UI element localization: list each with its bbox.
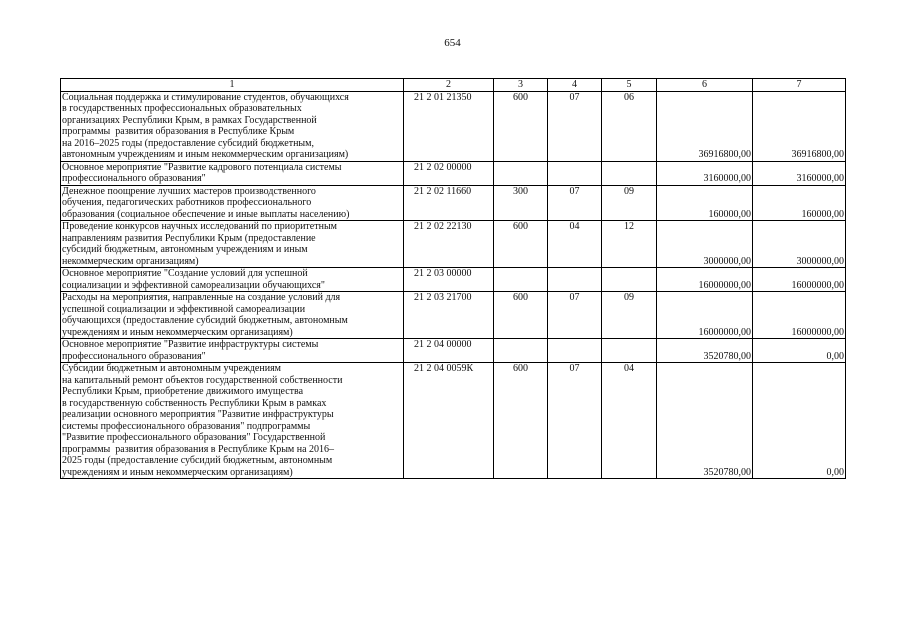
- row-name-text: Социальная поддержка и стимулирование студентов, обучающихся в государственных профессиональных образовательных организациях Республики Крым, в рамках Государственной программы развития образования в Республике Крым на 2016–2025 годы (предоставление субсидий бюджетным, автономным учреждениям и иным некоммерческим организациям): [62, 91, 349, 160]
- table-row: [61, 185, 846, 221]
- header-cell-1: 1: [61, 79, 404, 92]
- row-name: [61, 221, 404, 268]
- row-code: 21 2 02 00000: [404, 161, 494, 185]
- row-name-text: Проведение конкурсов научных исследований по приоритетным направлениям развития Республики Крым (предоставление субсидий бюджетным, автономным учреждениям и иным некоммерческим организациям): [62, 221, 337, 267]
- table-header-row: [61, 79, 846, 92]
- row-col5: 09: [602, 185, 657, 221]
- row-col6: 3520780,00: [657, 363, 753, 479]
- row-col4: [548, 339, 602, 363]
- row-name: [61, 339, 404, 363]
- row-name-text: Основное мероприятие "Развитие кадрового потенциала системы профессионального образования": [62, 161, 342, 184]
- row-col3: [494, 268, 548, 292]
- row-name-text: Расходы на мероприятия, направленные на создание условий для успешной социализации и эффективной самореализации обучающихся (предоставление субсидий бюджетным, автономным учреждениям и иным некоммерческим организациям): [62, 292, 348, 338]
- row-col7: 160000,00: [753, 185, 846, 221]
- row-code: 21 2 01 21350: [404, 91, 494, 161]
- row-name-text: Субсидии бюджетным и автономным учреждениям на капитальный ремонт объектов государственной собственности Республики Крым, приобретение движимого имущества в государственную собственность Республики Крым в рамках реализации основного мероприятия "Развитие инфраструктуры системы профессионального образования" подпрограммы "Развитие профессионального образования" Государственной программы развития образования в Республике Крым на 2016– 2025 годы (предоставление субсидий бюджетным, автономным учреждениям и иным некоммерческим организациям): [62, 363, 343, 478]
- row-code: 21 2 04 0059К: [404, 363, 494, 479]
- table-row: [61, 91, 846, 161]
- row-name: [61, 363, 404, 479]
- row-col3: 600: [494, 91, 548, 161]
- row-col4: 04: [548, 221, 602, 268]
- row-col7: 16000000,00: [753, 292, 846, 339]
- row-name-text: Основное мероприятие "Создание условий для успешной социализации и эффективной самореализации обучающихся": [62, 268, 325, 291]
- table-row: [61, 161, 846, 185]
- row-col3: [494, 339, 548, 363]
- row-name: [61, 292, 404, 339]
- row-name-text: Денежное поощрение лучших мастеров производственного обучения, педагогических работников профессионального образования (социальное обеспечение и иные выплаты населению): [62, 185, 350, 220]
- row-col5: [602, 339, 657, 363]
- budget-table: [60, 78, 846, 479]
- row-name: [61, 185, 404, 221]
- table-row: [61, 268, 846, 292]
- row-code: 21 2 03 00000: [404, 268, 494, 292]
- row-col3: 600: [494, 221, 548, 268]
- row-col5: 06: [602, 91, 657, 161]
- header-cell-3: 3: [494, 79, 548, 92]
- row-col5: 12: [602, 221, 657, 268]
- row-name: [61, 268, 404, 292]
- header-cell-5: 5: [602, 79, 657, 92]
- header-cell-2: 2: [404, 79, 494, 92]
- table-row: [61, 339, 846, 363]
- row-col7: 36916800,00: [753, 91, 846, 161]
- row-col7: 0,00: [753, 339, 846, 363]
- row-col6: 3520780,00: [657, 339, 753, 363]
- row-col3: 600: [494, 292, 548, 339]
- row-col5: [602, 268, 657, 292]
- row-col6: 36916800,00: [657, 91, 753, 161]
- row-code: 21 2 02 11660: [404, 185, 494, 221]
- row-code: 21 2 02 22130: [404, 221, 494, 268]
- row-col3: 600: [494, 363, 548, 479]
- row-code: 21 2 04 00000: [404, 339, 494, 363]
- row-col5: 09: [602, 292, 657, 339]
- table-row: [61, 363, 846, 479]
- row-code: 21 2 03 21700: [404, 292, 494, 339]
- row-col6: 3000000,00: [657, 221, 753, 268]
- row-col3: [494, 161, 548, 185]
- row-col4: [548, 268, 602, 292]
- row-col7: 0,00: [753, 363, 846, 479]
- row-col6: 16000000,00: [657, 292, 753, 339]
- row-col6: 3160000,00: [657, 161, 753, 185]
- row-col3: 300: [494, 185, 548, 221]
- header-cell-4: 4: [548, 79, 602, 92]
- table-row: [61, 221, 846, 268]
- row-name-text: Основное мероприятие "Развитие инфраструктуры системы профессионального образования": [62, 339, 319, 362]
- row-col4: 07: [548, 363, 602, 479]
- row-col4: 07: [548, 292, 602, 339]
- row-name: [61, 161, 404, 185]
- row-col7: 3160000,00: [753, 161, 846, 185]
- row-name: [61, 91, 404, 161]
- table-row: [61, 292, 846, 339]
- row-col6: 16000000,00: [657, 268, 753, 292]
- header-cell-6: 6: [657, 79, 753, 92]
- row-col4: 07: [548, 185, 602, 221]
- row-col5: 04: [602, 363, 657, 479]
- page-number: 654: [444, 37, 461, 49]
- row-col6: 160000,00: [657, 185, 753, 221]
- row-col5: [602, 161, 657, 185]
- row-col7: 3000000,00: [753, 221, 846, 268]
- row-col4: 07: [548, 91, 602, 161]
- row-col7: 16000000,00: [753, 268, 846, 292]
- row-col4: [548, 161, 602, 185]
- header-cell-7: 7: [753, 79, 846, 92]
